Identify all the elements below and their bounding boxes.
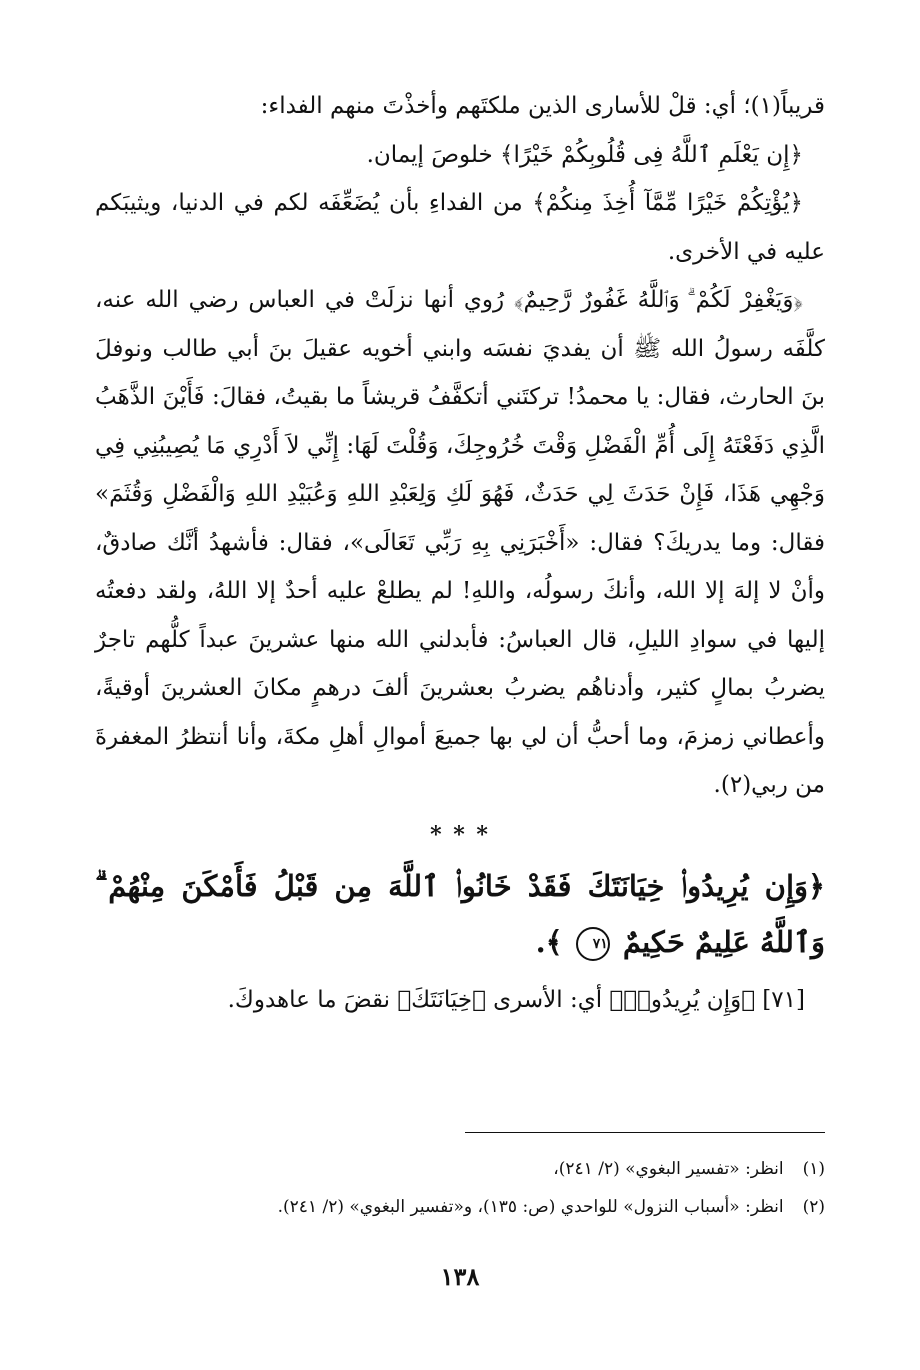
paragraph-intro: قريباً(١)؛ أي: قلْ للأسارى الذين ملكتَهم وأخذْتَ منهم الفداء: (260, 93, 825, 119)
verse-text: ﴿وَإِن يُرِيدُوا۟ خِيَانَتَكَ فَقَدْ خَانُوا۟ ٱللَّهَ مِن قَبْلُ فَأَمْكَنَ مِنْهُمْ ۗ وَٱللَّهُ عَلِيمٌ حَكِيمٌ (95, 868, 825, 959)
footnote-1 (95, 1150, 825, 1188)
quran-verse-71 (95, 858, 825, 970)
footnote-2 (95, 1188, 825, 1226)
section-separator: * * * (430, 821, 490, 848)
page-number: ١٣٨ (440, 1262, 480, 1291)
footnotes (95, 1150, 825, 1226)
paragraph-abbas-narration: ﴿وَيَغْفِرْ لَكُمْ ۗ وَٱللَّهُ غَفُورٌ رَّحِيمٌ﴾ رُوي أنها نزلَتْ في العباس رضي الله عنه، كلَّفَه رسولُ الله ﷺ أن يفديَ نفسَه وابني أخويه عقيلَ بنَ أبي طالب ونوفلَ بنَ الحارث، فقال: يا محمدُ! تركتَني أتكفَّفُ قريشاً ما بقيتُ، فقالَ: فَأَيْنَ الذَّهَبُ الَّذِي دَفَعْتَهُ إِلَى أُمِّ الْفَضْلِ وَقْتَ خُرُوجِكَ، وَقُلْتَ لَهَا: إِنِّي لاَ أَدْرِي مَا يُصِيبُنِي فِي وَجْهِي هَذَا، فَإِنْ حَدَثَ لِي حَدَثٌ، فَهُوَ لَكِ وَلِعَبْدِ اللهِ وَعُبَيْدِ اللهِ وَالْفَضْلِ وَقُثَمَ» فقال: وما يدريكَ؟ فقال: «أَخْبَرَنِي بِهِ رَبِّي تَعَالَى»، فقال: فأشهدُ أنَّك صادقٌ، وأنْ لا إلهَ إلا الله، وأنكَ رسولُه، واللهِ! لم يطلعْ عليه أحدٌ إلا اللهُ، ولقد دفعتُه إليها في سوادِ الليلِ، قال العباسُ: فأبدلني الله منها عشرينَ عبداً كلُّهم تاجرٌ يضربُ بمالٍ كثير، وأدناهُم يضربُ بعشرينَ ألفَ درهمٍ مكانَ العشرينَ أوقيةً، وأعطاني زمزمَ، وما أحبُّ أن لي بها جميعَ أموالِ أهلِ مكةَ، وأنا أنتظرُ المغفرةَ من ربي(٢). (95, 287, 825, 798)
paragraph-verse-reward: ﴿يُؤْتِكُمْ خَيْرًا مِّمَّآ أُخِذَ مِنكُمْ﴾ من الفداءِ بأن يُضَعِّفَه لكم في الدنيا، ويثيبَكم عليه في الأخرى. (95, 190, 825, 265)
ayah-number-marker: ٧١ (576, 927, 610, 961)
verse-closing: ﴾. (535, 924, 563, 959)
footnote-divider (465, 1132, 825, 1133)
footnote-text: انظر: «أسباب النزول» للواحدي (ص: ١٣٥)، و«تفسير البغوي» (٢/ ٢٤١). (277, 1197, 784, 1217)
page-body (95, 82, 825, 1024)
footnote-number: (٢) (802, 1197, 825, 1217)
paragraph-verse-knowledge: ﴿إِن يَعْلَمِ ٱللَّهُ فِى قُلُوبِكُمْ خَيْرًا﴾ خلوصَ إيمان. (366, 141, 803, 168)
footnote-text: انظر: «تفسير البغوي» (٢/ ٢٤١)، (553, 1159, 784, 1179)
footnote-number: (١) (802, 1159, 825, 1179)
verse-commentary: [٧١] ﴿وَإِن يُرِيدُوا۟﴾ أي: الأسرى ﴿خِيَانَتَكَ﴾ نقضَ ما عاهدوكَ. (227, 986, 805, 1013)
